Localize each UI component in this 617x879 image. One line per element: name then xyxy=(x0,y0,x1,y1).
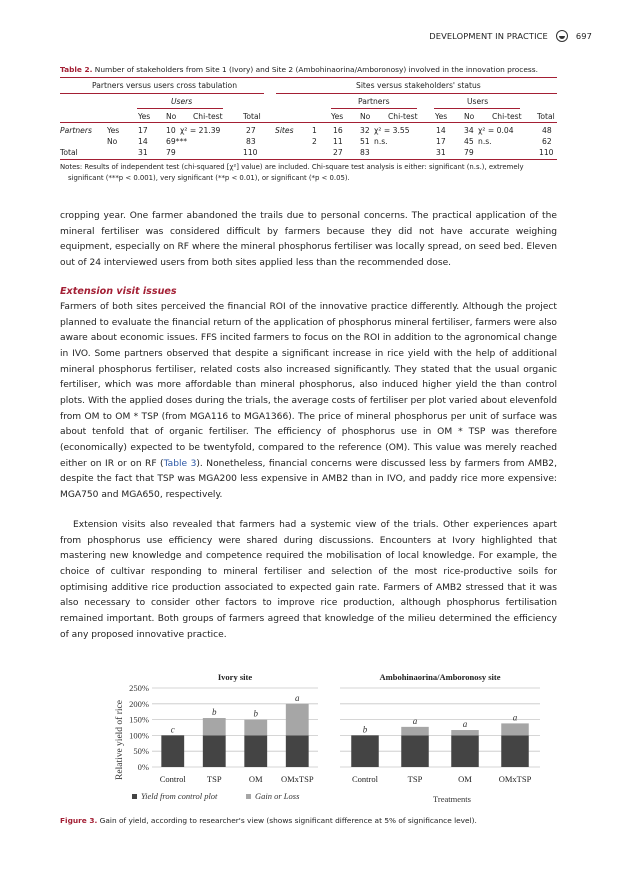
bar-gain xyxy=(451,730,479,735)
bar-base xyxy=(161,735,184,767)
row-cat: No xyxy=(107,137,118,146)
paragraph-2-text-a: Farmers of both sites perceived the financial ROI of the innovative practice differently. Although the project planned to evaluate the financial return of the application of phosphorus mineral fertiliser, farmers were also aware about economic issues. FFS incited farmers to focus on the ROI in addition to the agronomical change in IVO. Some partners observed that despite a significant increase in rice yield with the help of additional mineral phosphorus fertiliser, related costs also increased significantly. They stated that the usual organic fertiliser, which was more affordable than mineral phosphorus, also induced higher yield the than control plots. With the applied doses during the trials, the average costs of fertiliser per plot varied about elevenfold from OM to OM * TSP (from MGA116 to MGA1366). The price of mineral phosphorus per unit of surface was about tenfold that of organic fertiliser. The efficiency of phosphorus use in OM * TSP was therefore (economically) expected to be twentyfold, compared to the reference (OM). This value was merely reached either on IR or on RF ( xyxy=(60,302,557,469)
paragraph-1 xyxy=(60,209,557,272)
bar-base xyxy=(451,735,479,767)
paragraph-3-text: Extension visits also revealed that farmers had a systemic view of the trials. Other experiences apart from phosphorus use efficiency were shared during discussions. Encounters at Ivory highlighted that mastering new knowledge and competence required the mobilisation of local knowledge. For example, the choice of cultivar responding to mineral fertiliser and selection of the most rice-productive soils for optimising additive rice production associated to expected gain rate. Farmers of AMB2 stressed that it was also necessary to consider other factors to improve rice production, although phosphorus fertilisation remained important. Both groups of farmers agreed that knowledge of the milieu determined the efficiency of any proposed innovative practice. xyxy=(60,520,557,640)
right-sub-partners: Partners xyxy=(358,97,390,106)
notes-line-2: significant (***p < 0.001), very significant (**p < 0.01), or significant (*p < 0.05). xyxy=(68,173,350,182)
table-notes xyxy=(60,162,560,183)
cell-p-yes: 16 xyxy=(333,126,343,135)
right-group-rule xyxy=(276,93,557,94)
table-bottom-rule xyxy=(60,159,557,160)
bar-gain xyxy=(244,720,267,736)
paragraph-2-text-b: ). Nonetheless, financial concerns were discussed less by farmers from AMB2, despite the fact that TSP was MGA200 less expensive in AMB2 than in IVO, and paddy rice more expensive: MGA750 and MGA650, respectively. xyxy=(60,458,557,500)
bar-base xyxy=(401,735,429,767)
row-cat: Yes xyxy=(107,126,120,135)
cell-chi: χ² = 21.39 xyxy=(180,126,221,135)
cell-u-yes: 31 xyxy=(436,148,446,157)
bar-base xyxy=(286,735,309,767)
th-left-chi: Chi-test xyxy=(193,112,223,121)
x-tick-label: Control xyxy=(159,774,186,784)
table-caption-label: Table 2. xyxy=(60,65,93,74)
row-label: Total xyxy=(60,148,78,157)
bar-gain xyxy=(203,718,226,735)
cell-u-no: 34 xyxy=(464,126,474,135)
y-tick-label: 50% xyxy=(133,746,149,757)
legend-swatch-gain xyxy=(246,794,251,799)
significance-letter: a xyxy=(295,692,300,703)
cell-total: 48 xyxy=(542,126,552,135)
table-right-group-heading: Sites versus stakeholders' status xyxy=(356,81,481,90)
cell-total: 110 xyxy=(243,148,258,157)
cell-no: 10 xyxy=(166,126,176,135)
cell-u-chi: χ² = 0.04 xyxy=(478,126,514,135)
journal-name: DEVELOPMENT IN PRACTICE xyxy=(429,31,548,41)
cell-p-chi: n.s. xyxy=(374,137,388,146)
cell-total: 62 xyxy=(542,137,552,146)
figure-caption xyxy=(60,816,477,825)
row-label: Partners xyxy=(60,126,92,135)
cell-total: 83 xyxy=(246,137,256,146)
y-tick-label: 100% xyxy=(129,730,149,741)
panel-title: Ivory site xyxy=(217,672,253,682)
publisher-logo-icon xyxy=(556,30,568,42)
notes-line-1: Notes: Results of independent test (chi-squared [χ²] value) are included. Chi-square test analysis is either: significant (n.s.), extremely xyxy=(60,163,524,171)
cell-p-no: 83 xyxy=(360,148,370,157)
paragraph-2 xyxy=(60,300,557,504)
significance-letter: b xyxy=(362,724,368,735)
cell-p-no: 51 xyxy=(360,137,370,146)
y-tick-label: 200% xyxy=(129,698,149,709)
figure-caption-text: Gain of yield, according to researcher's view (shows significant difference at 5% of significance level). xyxy=(97,816,477,825)
cell-p-yes: 27 xyxy=(333,148,343,157)
running-head xyxy=(429,30,592,42)
left-sub-rule xyxy=(137,108,223,109)
figure-3-chart xyxy=(100,660,560,810)
th-p-no: No xyxy=(360,112,371,121)
table-left-group-heading: Partners versus users cross tabulation xyxy=(92,81,238,90)
row-cat: 1 xyxy=(312,126,317,135)
bar-base xyxy=(351,735,379,767)
cell-u-no: 45 xyxy=(464,137,474,146)
cell-u-no: 79 xyxy=(464,148,474,157)
x-tick-label: TSP xyxy=(407,774,423,784)
th-left-no: No xyxy=(166,112,177,121)
y-tick-label: 0% xyxy=(137,762,149,772)
significance-letter: b xyxy=(253,708,258,719)
x-tick-label: OMxTSP xyxy=(498,774,532,784)
figure-caption-label: Figure 3. xyxy=(60,816,98,825)
cell-p-no: 32 xyxy=(360,126,370,135)
left-sub-users: Users xyxy=(171,97,193,106)
th-u-yes: Yes xyxy=(435,112,448,121)
page-number: 697 xyxy=(575,31,592,41)
significance-letter: a xyxy=(462,719,468,730)
x-tick-label: OMxTSP xyxy=(280,774,314,784)
paragraph-3 xyxy=(60,518,557,643)
th-left-yes: Yes xyxy=(138,112,151,121)
significance-letter: b xyxy=(212,707,217,718)
partners-sub-rule xyxy=(331,108,417,109)
bar-gain xyxy=(501,723,529,735)
section-heading: Extension visit issues xyxy=(60,286,177,297)
y-tick-label: 250% xyxy=(129,683,149,693)
table-caption xyxy=(60,65,560,74)
y-tick-label: 150% xyxy=(129,714,149,725)
cell-total: 27 xyxy=(246,126,256,135)
significance-letter: a xyxy=(412,715,418,726)
left-group-rule xyxy=(60,93,264,94)
cell-u-yes: 14 xyxy=(436,126,446,135)
cell-yes: 17 xyxy=(138,126,148,135)
th-total: Total xyxy=(537,112,555,121)
legend-swatch-base xyxy=(132,794,137,799)
cell-no: 79 xyxy=(166,148,176,157)
x-tick-label: Control xyxy=(352,774,378,784)
paragraph-1-text: cropping year. One farmer abandoned the trails due to personal concerns. The practical application of the mineral fertiliser was considered difficult by farmers because they did not have accurate weighing equipment, especially on RF where the mineral phosphorus fertiliser was locally spread, on seed bed. Eleven out of 24 interviewed users from both sites applied less than the recommended dose. xyxy=(60,211,557,268)
th-u-no: No xyxy=(464,112,475,121)
cell-p-yes: 11 xyxy=(333,137,343,146)
cell-u-yes: 17 xyxy=(436,137,446,146)
bar-gain xyxy=(401,727,429,736)
x-tick-label: OM xyxy=(248,774,263,784)
bar-gain xyxy=(286,704,309,736)
legend-label-gain: Gain or Loss xyxy=(255,791,300,801)
x-tick-label: OM xyxy=(458,774,472,784)
significance-letter: c xyxy=(170,724,175,735)
bar-base xyxy=(203,735,226,767)
panel-title: Ambohinaorina/Amboronosy site xyxy=(379,672,501,682)
cell-yes: 31 xyxy=(138,148,148,157)
row-cat: 2 xyxy=(312,137,317,146)
x-axis-label: Treatments xyxy=(433,794,471,804)
significance-letter: a xyxy=(512,712,518,723)
cell-u-chi: n.s. xyxy=(478,137,492,146)
table-top-rule xyxy=(60,77,557,78)
bar-base xyxy=(244,735,267,767)
users-sub-rule xyxy=(434,108,520,109)
table-caption-text: Number of stakeholders from Site 1 (Ivory) and Site 2 (Ambohinaorina/Amboronosy) involved in the innovation process. xyxy=(92,65,538,74)
right-sub-users: Users xyxy=(467,97,489,106)
table-3-link[interactable]: Table 3 xyxy=(163,458,197,469)
th-u-chi: Chi-test xyxy=(492,112,522,121)
cell-p-chi: χ² = 3.55 xyxy=(374,126,410,135)
th-p-chi: Chi-test xyxy=(388,112,418,121)
th-left-total: Total xyxy=(243,112,261,121)
x-tick-label: TSP xyxy=(206,774,222,784)
th-p-yes: Yes xyxy=(331,112,344,121)
cell-total: 110 xyxy=(539,148,554,157)
row-label: Sites xyxy=(275,126,294,135)
cell-yes: 14 xyxy=(138,137,148,146)
bar-base xyxy=(501,735,529,767)
y-axis-label: Relative yield of rice xyxy=(115,700,125,780)
cell-no: 69*** xyxy=(166,137,188,146)
legend-label-base: Yield from control plot xyxy=(141,791,218,801)
header-rule xyxy=(60,122,557,123)
